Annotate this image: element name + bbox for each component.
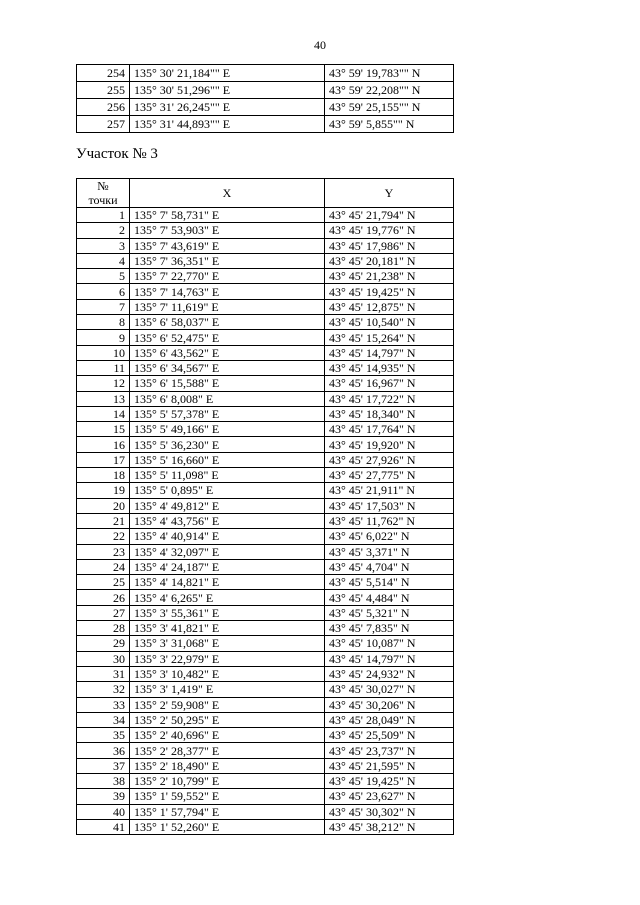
- point-number-cell: 257: [77, 116, 130, 133]
- point-number-cell: 24: [77, 559, 130, 574]
- x-coordinate-cell: 135° 5' 49,166" E: [130, 422, 325, 437]
- y-coordinate-cell: 43° 45' 14,797" N: [325, 651, 454, 666]
- y-coordinate-cell: 43° 45' 19,920" N: [325, 437, 454, 452]
- x-coordinate-cell: 135° 3' 31,068" E: [130, 636, 325, 651]
- y-coordinate-cell: 43° 45' 18,340" N: [325, 406, 454, 421]
- point-number-cell: 41: [77, 819, 130, 834]
- table-row: [77, 513, 454, 528]
- y-coordinate-cell: 43° 45' 10,087" N: [325, 636, 454, 651]
- table-row: [77, 804, 454, 819]
- x-coordinate-cell: 135° 4' 40,914" E: [130, 529, 325, 544]
- x-coordinate-cell: 135° 3' 10,482" E: [130, 666, 325, 681]
- point-number-cell: 33: [77, 697, 130, 712]
- point-number-cell: 3: [77, 238, 130, 253]
- point-number-cell: 28: [77, 621, 130, 636]
- x-coordinate-cell: 135° 1' 57,794" E: [130, 804, 325, 819]
- point-number-cell: 4: [77, 253, 130, 268]
- point-number-cell: 5: [77, 269, 130, 284]
- point-number-cell: 255: [77, 82, 130, 99]
- y-coordinate-cell: 43° 45' 15,264" N: [325, 330, 454, 345]
- column-header-x: X: [130, 179, 325, 208]
- table-row: [77, 559, 454, 574]
- table-row: [77, 223, 454, 238]
- table-row: [77, 590, 454, 605]
- y-coordinate-cell: 43° 45' 14,935" N: [325, 360, 454, 375]
- y-coordinate-cell: 43° 45' 23,627" N: [325, 789, 454, 804]
- header-point-label: точки: [88, 193, 118, 207]
- point-number-cell: 30: [77, 651, 130, 666]
- x-coordinate-cell: 135° 1' 52,260" E: [130, 819, 325, 834]
- point-number-cell: 31: [77, 666, 130, 681]
- point-number-cell: 18: [77, 468, 130, 483]
- x-coordinate-cell: 135° 6' 34,567" E: [130, 360, 325, 375]
- table-row: [77, 483, 454, 498]
- point-number-cell: 14: [77, 406, 130, 421]
- point-number-cell: 254: [77, 65, 130, 82]
- y-coordinate-cell: 43° 45' 11,762" N: [325, 513, 454, 528]
- table-row: [77, 345, 454, 360]
- x-coordinate-cell: 135° 2' 40,696" E: [130, 728, 325, 743]
- table-row: [77, 330, 454, 345]
- point-number-cell: 17: [77, 452, 130, 467]
- point-number-cell: 22: [77, 529, 130, 544]
- point-number-cell: 26: [77, 590, 130, 605]
- y-coordinate-cell: 43° 45' 21,911" N: [325, 483, 454, 498]
- coordinates-table-section-3: [76, 178, 454, 835]
- x-coordinate-cell: 135° 7' 36,351" E: [130, 253, 325, 268]
- x-coordinate-cell: 135° 31' 26,245"" E: [130, 99, 325, 116]
- x-coordinate-cell: 135° 4' 49,812" E: [130, 498, 325, 513]
- column-header-y: Y: [325, 179, 454, 208]
- point-number-cell: 21: [77, 513, 130, 528]
- table-row: [77, 651, 454, 666]
- x-coordinate-cell: 135° 2' 50,295" E: [130, 712, 325, 727]
- table-row: [77, 406, 454, 421]
- x-coordinate-cell: 135° 30' 21,184"" E: [130, 65, 325, 82]
- y-coordinate-cell: 43° 45' 30,206" N: [325, 697, 454, 712]
- point-number-cell: 19: [77, 483, 130, 498]
- table-row: [77, 728, 454, 743]
- y-coordinate-cell: 43° 45' 17,764" N: [325, 422, 454, 437]
- table-row: [77, 116, 454, 133]
- section-title: Участок № 3: [76, 146, 158, 162]
- y-coordinate-cell: 43° 45' 12,875" N: [325, 299, 454, 314]
- x-coordinate-cell: 135° 2' 28,377" E: [130, 743, 325, 758]
- point-number-cell: 27: [77, 605, 130, 620]
- table-row: [77, 315, 454, 330]
- table-row: [77, 743, 454, 758]
- point-number-cell: 256: [77, 99, 130, 116]
- y-coordinate-cell: 43° 45' 4,484" N: [325, 590, 454, 605]
- x-coordinate-cell: 135° 5' 57,378" E: [130, 406, 325, 421]
- point-number-cell: 15: [77, 422, 130, 437]
- y-coordinate-cell: 43° 45' 30,027" N: [325, 682, 454, 697]
- x-coordinate-cell: 135° 7' 53,903" E: [130, 223, 325, 238]
- y-coordinate-cell: 43° 45' 27,775" N: [325, 468, 454, 483]
- point-number-cell: 13: [77, 391, 130, 406]
- table-row: [77, 605, 454, 620]
- point-number-cell: 34: [77, 712, 130, 727]
- x-coordinate-cell: 135° 7' 58,731" E: [130, 208, 325, 223]
- y-coordinate-cell: 43° 45' 21,794" N: [325, 208, 454, 223]
- point-number-cell: 32: [77, 682, 130, 697]
- table-row: [77, 299, 454, 314]
- y-coordinate-cell: 43° 59' 19,783"" N: [325, 65, 454, 82]
- x-coordinate-cell: 135° 4' 6,265" E: [130, 590, 325, 605]
- table-row: [77, 269, 454, 284]
- table-row: [77, 819, 454, 834]
- x-coordinate-cell: 135° 31' 44,893"" E: [130, 116, 325, 133]
- y-coordinate-cell: 43° 45' 21,238" N: [325, 269, 454, 284]
- x-coordinate-cell: 135° 6' 8,008" E: [130, 391, 325, 406]
- point-number-cell: 36: [77, 743, 130, 758]
- y-coordinate-cell: 43° 45' 10,540" N: [325, 315, 454, 330]
- table-row: [77, 712, 454, 727]
- table-row: [77, 360, 454, 375]
- y-coordinate-cell: 43° 59' 5,855"" N: [325, 116, 454, 133]
- y-coordinate-cell: 43° 45' 4,704" N: [325, 559, 454, 574]
- x-coordinate-cell: 135° 4' 24,187" E: [130, 559, 325, 574]
- table-row: [77, 682, 454, 697]
- table-row: [77, 65, 454, 82]
- table-row: [77, 82, 454, 99]
- table-row: [77, 391, 454, 406]
- x-coordinate-cell: 135° 6' 43,562" E: [130, 345, 325, 360]
- x-coordinate-cell: 135° 6' 15,588" E: [130, 376, 325, 391]
- point-number-cell: 11: [77, 360, 130, 375]
- point-number-cell: 6: [77, 284, 130, 299]
- table-row: [77, 208, 454, 223]
- table-row: [77, 773, 454, 788]
- x-coordinate-cell: 135° 1' 59,552" E: [130, 789, 325, 804]
- y-coordinate-cell: 43° 45' 21,595" N: [325, 758, 454, 773]
- y-coordinate-cell: 43° 45' 19,425" N: [325, 773, 454, 788]
- point-number-cell: 35: [77, 728, 130, 743]
- y-coordinate-cell: 43° 45' 19,776" N: [325, 223, 454, 238]
- column-header-point-number: [77, 179, 130, 208]
- table-row: [77, 376, 454, 391]
- point-number-cell: 12: [77, 376, 130, 391]
- y-coordinate-cell: 43° 45' 17,503" N: [325, 498, 454, 513]
- table-row: [77, 253, 454, 268]
- page-number: 40: [314, 38, 326, 52]
- x-coordinate-cell: 135° 4' 32,097" E: [130, 544, 325, 559]
- y-coordinate-cell: 43° 45' 19,425" N: [325, 284, 454, 299]
- point-number-cell: 10: [77, 345, 130, 360]
- y-coordinate-cell: 43° 45' 16,967" N: [325, 376, 454, 391]
- header-number-sign: №: [97, 179, 109, 193]
- y-coordinate-cell: 43° 59' 25,155"" N: [325, 99, 454, 116]
- x-coordinate-cell: 135° 4' 43,756" E: [130, 513, 325, 528]
- y-coordinate-cell: 43° 45' 28,049" N: [325, 712, 454, 727]
- x-coordinate-cell: 135° 6' 58,037" E: [130, 315, 325, 330]
- y-coordinate-cell: 43° 45' 14,797" N: [325, 345, 454, 360]
- top-table-body: [77, 65, 454, 133]
- y-coordinate-cell: 43° 45' 27,926" N: [325, 452, 454, 467]
- x-coordinate-cell: 135° 7' 14,763" E: [130, 284, 325, 299]
- point-number-cell: 20: [77, 498, 130, 513]
- point-number-cell: 38: [77, 773, 130, 788]
- table-row: [77, 666, 454, 681]
- x-coordinate-cell: 135° 7' 43,619" E: [130, 238, 325, 253]
- table-row: [77, 284, 454, 299]
- table-row: [77, 238, 454, 253]
- x-coordinate-cell: 135° 7' 22,770" E: [130, 269, 325, 284]
- y-coordinate-cell: 43° 45' 23,737" N: [325, 743, 454, 758]
- table-row: [77, 575, 454, 590]
- y-coordinate-cell: 43° 45' 17,986" N: [325, 238, 454, 253]
- x-coordinate-cell: 135° 7' 11,619" E: [130, 299, 325, 314]
- point-number-cell: 7: [77, 299, 130, 314]
- point-number-cell: 39: [77, 789, 130, 804]
- y-coordinate-cell: 43° 45' 25,509" N: [325, 728, 454, 743]
- x-coordinate-cell: 135° 3' 1,419" E: [130, 682, 325, 697]
- table-row: [77, 621, 454, 636]
- y-coordinate-cell: 43° 45' 7,835" N: [325, 621, 454, 636]
- point-number-cell: 37: [77, 758, 130, 773]
- x-coordinate-cell: 135° 5' 36,230" E: [130, 437, 325, 452]
- x-coordinate-cell: 135° 30' 51,296"" E: [130, 82, 325, 99]
- y-coordinate-cell: 43° 45' 30,302" N: [325, 804, 454, 819]
- x-coordinate-cell: 135° 3' 55,361" E: [130, 605, 325, 620]
- table-row: [77, 758, 454, 773]
- x-coordinate-cell: 135° 2' 10,799" E: [130, 773, 325, 788]
- coordinates-table-continued: [76, 64, 454, 133]
- point-number-cell: 23: [77, 544, 130, 559]
- point-number-cell: 9: [77, 330, 130, 345]
- x-coordinate-cell: 135° 5' 0,895" E: [130, 483, 325, 498]
- y-coordinate-cell: 43° 45' 5,321" N: [325, 605, 454, 620]
- y-coordinate-cell: 43° 45' 5,514" N: [325, 575, 454, 590]
- x-coordinate-cell: 135° 6' 52,475" E: [130, 330, 325, 345]
- y-coordinate-cell: 43° 45' 24,932" N: [325, 666, 454, 681]
- point-number-cell: 1: [77, 208, 130, 223]
- y-coordinate-cell: 43° 59' 22,208"" N: [325, 82, 454, 99]
- point-number-cell: 2: [77, 223, 130, 238]
- y-coordinate-cell: 43° 45' 3,371" N: [325, 544, 454, 559]
- point-number-cell: 29: [77, 636, 130, 651]
- table-row: [77, 498, 454, 513]
- x-coordinate-cell: 135° 5' 16,660" E: [130, 452, 325, 467]
- point-number-cell: 8: [77, 315, 130, 330]
- point-number-cell: 16: [77, 437, 130, 452]
- x-coordinate-cell: 135° 2' 59,908" E: [130, 697, 325, 712]
- table-row: [77, 452, 454, 467]
- y-coordinate-cell: 43° 45' 6,022" N: [325, 529, 454, 544]
- table-row: [77, 437, 454, 452]
- table-row: [77, 697, 454, 712]
- table-row: [77, 99, 454, 116]
- table-row: [77, 636, 454, 651]
- x-coordinate-cell: 135° 3' 41,821" E: [130, 621, 325, 636]
- table-row: [77, 422, 454, 437]
- point-number-cell: 25: [77, 575, 130, 590]
- y-coordinate-cell: 43° 45' 20,181" N: [325, 253, 454, 268]
- main-table-body: [77, 208, 454, 835]
- y-coordinate-cell: 43° 45' 38,212" N: [325, 819, 454, 834]
- table-row: [77, 529, 454, 544]
- x-coordinate-cell: 135° 4' 14,821" E: [130, 575, 325, 590]
- x-coordinate-cell: 135° 5' 11,098" E: [130, 468, 325, 483]
- table-header-row: [77, 179, 454, 208]
- y-coordinate-cell: 43° 45' 17,722" N: [325, 391, 454, 406]
- table-row: [77, 468, 454, 483]
- table-row: [77, 544, 454, 559]
- x-coordinate-cell: 135° 3' 22,979" E: [130, 651, 325, 666]
- table-row: [77, 789, 454, 804]
- point-number-cell: 40: [77, 804, 130, 819]
- x-coordinate-cell: 135° 2' 18,490" E: [130, 758, 325, 773]
